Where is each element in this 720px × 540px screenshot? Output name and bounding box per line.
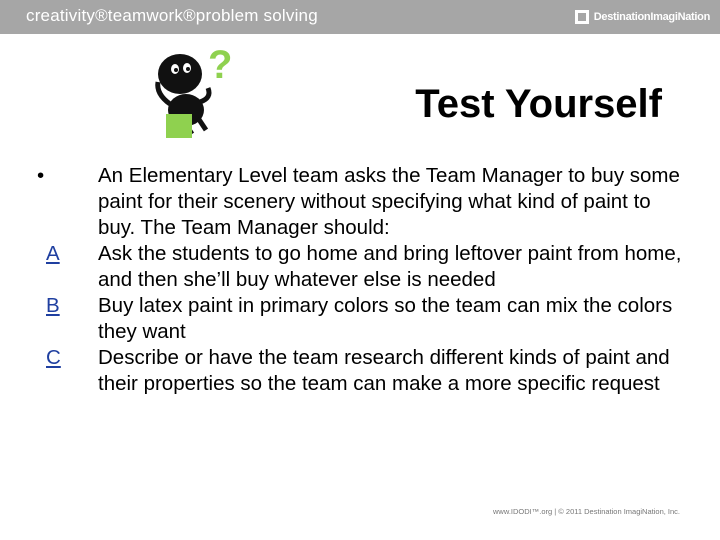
option-a-letter[interactable]: A	[46, 242, 60, 265]
slide-title: Test Yourself	[415, 82, 662, 126]
destination-imagination-logo-icon	[574, 9, 590, 25]
question-item	[32, 163, 682, 241]
bullet-icon: •	[37, 164, 45, 187]
question-text: An Elementary Level team asks the Team Manager to buy some paint for their scenery without specifying what kind of paint to buy. The Team Manager should:	[98, 164, 680, 239]
header-tagline: creativity®teamwork®problem solving	[26, 6, 318, 25]
footer-credit: www.IDODI™.org | © 2011 Destination ImagiNation, Inc.	[493, 507, 680, 516]
option-c[interactable]	[32, 345, 682, 397]
option-a[interactable]	[32, 241, 682, 293]
option-b-text: Buy latex paint in primary colors so the team can mix the colors they want	[98, 294, 673, 343]
thinking-figure-icon	[140, 38, 250, 138]
svg-text:?: ?	[208, 43, 233, 87]
header-bar	[0, 0, 720, 34]
logo-text: DestinationImagiNation	[593, 11, 710, 23]
option-c-text: Describe or have the team research different kinds of paint and their properties so the team can make a more specific request	[98, 346, 670, 395]
option-b-letter[interactable]: B	[46, 294, 60, 317]
option-c-letter[interactable]: C	[46, 346, 61, 369]
option-a-text: Ask the students to go home and bring leftover paint from home, and then she’ll buy whatever else is needed	[98, 242, 682, 291]
brand-logo	[574, 7, 710, 27]
question-block	[32, 163, 682, 397]
option-b[interactable]	[32, 293, 682, 345]
